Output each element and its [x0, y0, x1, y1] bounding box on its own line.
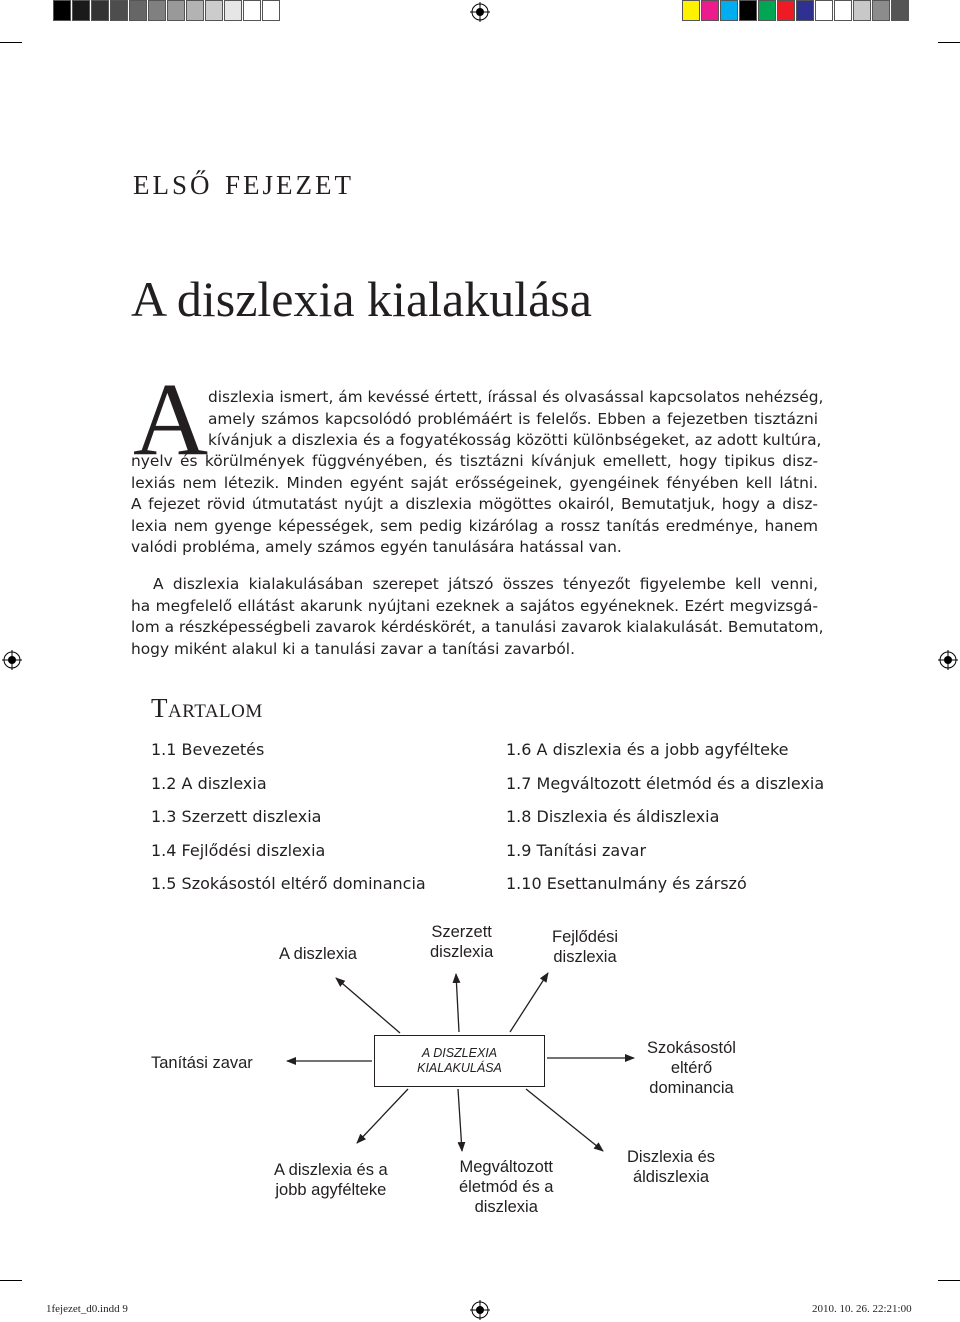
node-label-line: Diszlexia és: [627, 1148, 716, 1166]
diagram-center-box: [374, 1035, 545, 1087]
toc-item: 1.6 A diszlexia és a jobb agyfélteke: [506, 740, 789, 759]
node-label-line: életmód és a: [459, 1178, 554, 1196]
arrow: [526, 1089, 603, 1151]
text-line: kívánjuk a diszlexia és a fogyatékosság közötti különbségeket, az adott kultúra,: [208, 431, 822, 449]
toc-item: 1.5 Szokásostól eltérő dominancia: [151, 874, 426, 893]
text-line: A diszlexia kialakulásában szerepet játszó összes tényezőt figyelembe kell venni,: [153, 575, 818, 593]
node-label-line: diszlexia: [430, 943, 494, 961]
node-label-line: eltérő: [670, 1059, 713, 1077]
diagram-node-jobb-agyfelteke: [274, 1160, 388, 1200]
center-label-line: A DISZLEXIA: [421, 1046, 498, 1060]
node-label-line: Megváltozott: [459, 1158, 554, 1176]
diagram-node-szerzett: [430, 922, 493, 962]
toc-heading: Tartalom: [151, 693, 263, 723]
node-label-line: diszlexia: [474, 1198, 538, 1216]
node-label-line: dominancia: [649, 1079, 734, 1097]
drop-cap: A: [133, 362, 209, 477]
chapter-label: első fejezet: [133, 161, 354, 203]
toc-item: 1.4 Fejlődési diszlexia: [151, 841, 326, 860]
node-label-line: A diszlexia és a: [274, 1161, 388, 1179]
toc-item: 1.7 Megváltozott életmód és a diszlexia: [506, 774, 825, 793]
text-line: amely számos kapcsolódó problémáért is felelős. Ebben a fejezetben tisztázni: [208, 409, 818, 428]
diagram-node-megvaltozott-eletmod: [459, 1157, 553, 1217]
node-label-line: áldiszlexia: [632, 1168, 710, 1186]
text-line: lom a részképességbeli zavarok kérdéskörét, a tanulási zavarok kialakulását. Bemutatom,: [131, 618, 824, 636]
node-label-line: A diszlexia: [279, 945, 357, 963]
arrow: [458, 1089, 462, 1151]
arrow: [456, 974, 459, 1032]
text-line: A fejezet rövid útmutatást nyújt a diszlexia mögöttes okairól, Bemutatjuk, hogy a disz-: [131, 495, 818, 513]
node-label-line: diszlexia: [553, 948, 617, 966]
text-line: nyelv és körülmények függvényében, és tisztázni kívánjuk emellett, hogy tipikus disz-: [131, 452, 818, 470]
node-label-line: Szokásostól: [647, 1039, 736, 1057]
footer-timestamp: 2010. 10. 26. 22:21:00: [812, 1303, 912, 1315]
toc-item: 1.8 Diszlexia és áldiszlexia: [506, 807, 720, 826]
diagram-node-tanitasi-zavar: [151, 1053, 253, 1073]
text-line: ha megfelelő ellátást akarunk nyújtani ezeknek a sajátos egyéneknek. Ezért megvizsgá-: [131, 596, 818, 615]
footer-filename: 1fejezet_d0.indd 9: [46, 1303, 128, 1315]
node-label-line: Tanítási zavar: [151, 1054, 253, 1072]
toc-item: 1.1 Bevezetés: [151, 740, 265, 759]
text-line: diszlexia ismert, ám kevéssé értett, írással és olvasással kapcsolatos nehézség,: [208, 388, 824, 406]
arrow: [357, 1089, 408, 1143]
chapter-title: A diszlexia kialakulása: [131, 271, 592, 327]
node-label-line: Fejlődési: [552, 928, 619, 946]
toc-item: 1.2 A diszlexia: [151, 774, 267, 793]
node-label-line: Szerzett: [431, 923, 492, 941]
text-line: lexia nem gyenge képességek, sem pedig kizárólag a rossz tanítás eredménye, hanem: [131, 516, 818, 535]
toc-item: 1.9 Tanítási zavar: [506, 841, 647, 860]
diagram-node-aldiszlexia: [627, 1147, 715, 1187]
toc-item: 1.3 Szerzett diszlexia: [151, 807, 322, 826]
center-label-line: KIALAKULÁSA: [417, 1061, 502, 1075]
node-label-line: jobb agyfélteke: [275, 1181, 387, 1199]
toc-item: 1.10 Esettanulmány és zárszó: [506, 874, 747, 893]
diagram-node-dominancia: [647, 1038, 736, 1098]
text-line: lexiás nem létezik. Minden egyént saját erősségeinek, gyengéinek fényében kell látni.: [131, 473, 818, 492]
arrow: [336, 978, 400, 1033]
arrow: [510, 973, 548, 1032]
text-line: valódi probléma, amely számos egyén tanulására hatással van.: [131, 538, 622, 556]
diagram-node-a-diszlexia: [279, 944, 357, 964]
diagram-node-fejlodesi: [552, 927, 618, 967]
text-line: hogy miként alakul ki a tanulási zavar a tanítási zavarból.: [131, 639, 575, 658]
